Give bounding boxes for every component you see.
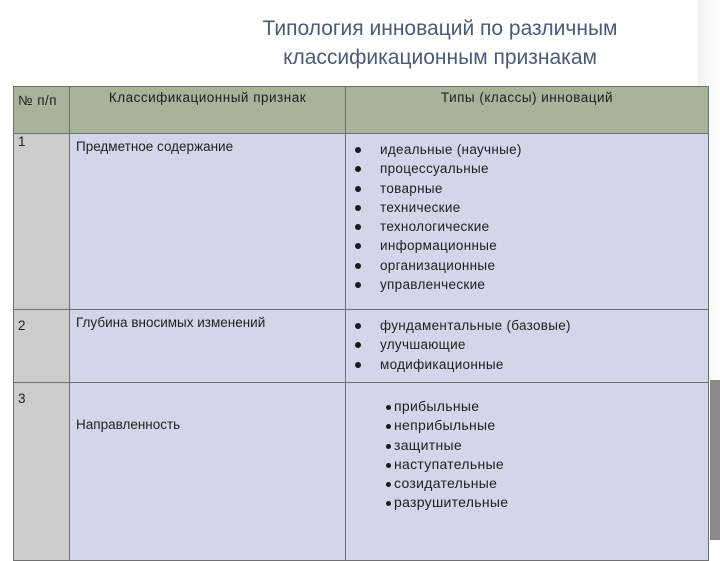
row-number: 1	[14, 134, 70, 310]
row-number: 3	[14, 383, 70, 561]
list-item: неприбыльные	[386, 416, 708, 435]
table-row	[14, 383, 709, 561]
table-row	[14, 310, 709, 383]
list-item: фундаментальные (базовые)	[346, 316, 708, 335]
types-list	[346, 383, 708, 513]
list-item: разрушительные	[386, 493, 708, 512]
list-item: технологические	[346, 217, 708, 236]
list-item: модификационные	[346, 355, 708, 374]
row-number: 2	[14, 310, 70, 383]
header-number: № п/п	[14, 87, 70, 134]
row-criterion: Направленность	[70, 383, 346, 561]
list-item: организационные	[346, 256, 708, 275]
list-item: процессуальные	[346, 159, 708, 178]
row-types	[346, 310, 709, 383]
types-list	[346, 310, 708, 374]
slide-title	[150, 14, 720, 72]
header-types: Типы (классы) инноваций	[346, 87, 709, 134]
table-header-row	[14, 87, 709, 134]
slide-title-line-1: Типология инноваций по различным	[262, 17, 618, 40]
slide-edge-tab	[710, 380, 720, 540]
row-types	[346, 383, 709, 561]
row-criterion: Глубина вносимых изменений	[70, 310, 346, 383]
list-item: прибыльные	[386, 397, 708, 416]
row-criterion: Предметное содержание	[70, 134, 346, 310]
list-item: защитные	[386, 436, 708, 455]
list-item: технические	[346, 198, 708, 217]
list-item: информационные	[346, 236, 708, 255]
list-item: улучшающие	[346, 335, 708, 354]
types-list	[346, 134, 708, 294]
header-criterion: Классификационный признак	[70, 87, 346, 134]
row-types	[346, 134, 709, 310]
list-item: товарные	[346, 179, 708, 198]
table-row	[14, 134, 709, 310]
list-item: идеальные (научные)	[346, 140, 708, 159]
list-item: созидательные	[386, 474, 708, 493]
list-item: управленческие	[346, 275, 708, 294]
list-item: наступательные	[386, 455, 708, 474]
typology-table	[13, 86, 709, 561]
slide-title-line-2: классификационным признакам	[283, 46, 597, 69]
